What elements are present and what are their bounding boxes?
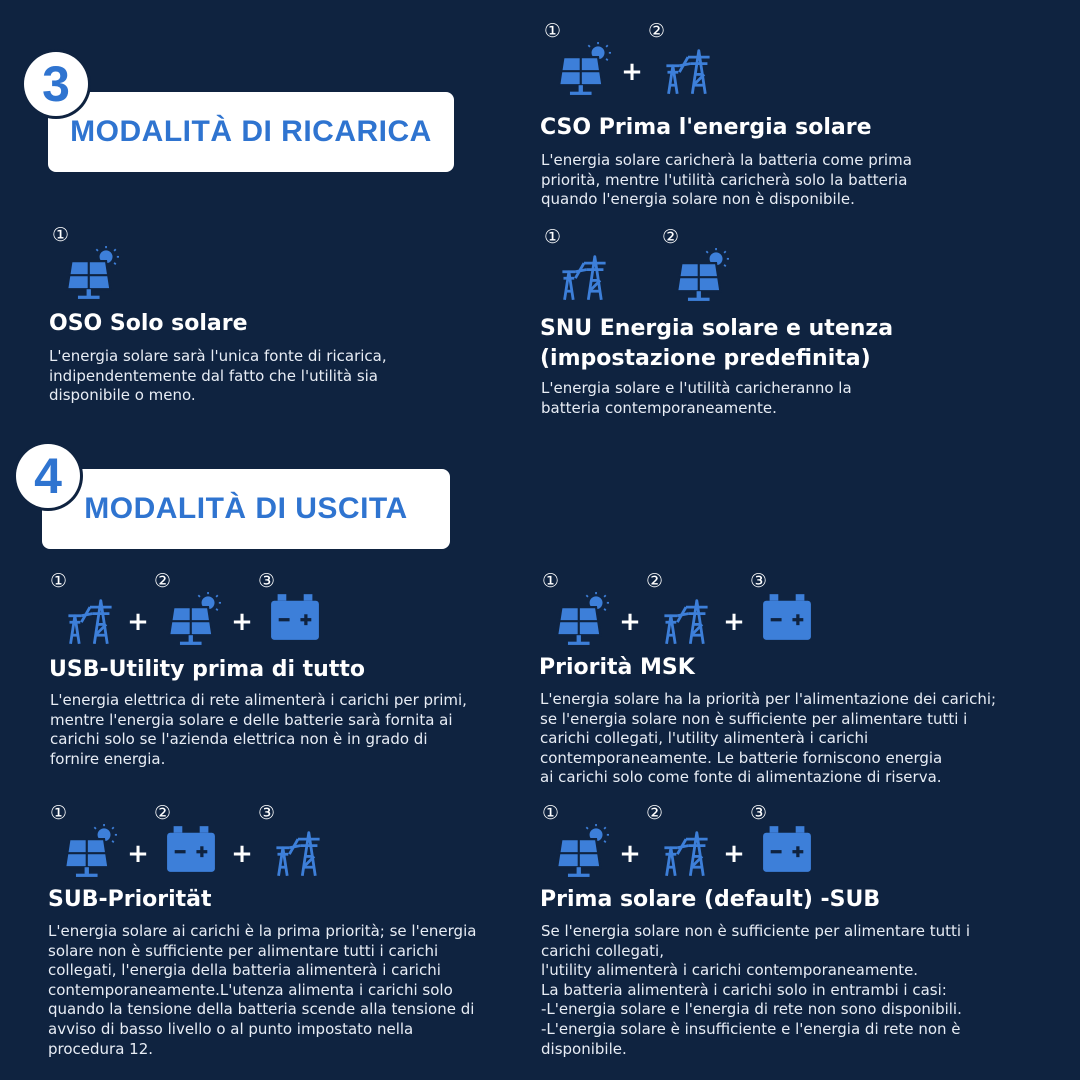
plus-sign: + bbox=[621, 57, 643, 87]
msk-icon-row bbox=[542, 570, 818, 650]
plus-sign: + bbox=[723, 607, 745, 637]
solar-panel-icon bbox=[164, 592, 224, 646]
usb-icon-1 bbox=[50, 570, 118, 650]
step-badge: ① bbox=[542, 570, 560, 592]
step-badge: ② bbox=[648, 20, 666, 42]
step-badge: ② bbox=[646, 802, 664, 824]
step-badge: ③ bbox=[258, 570, 276, 592]
power-tower-icon bbox=[554, 248, 614, 302]
power-tower-icon bbox=[268, 824, 328, 878]
plus-sign: + bbox=[231, 839, 253, 869]
msk-icon-3 bbox=[750, 570, 818, 650]
cso-icon-1 bbox=[544, 20, 612, 100]
oso-icon-1 bbox=[52, 224, 120, 304]
plus-sign: + bbox=[619, 839, 641, 869]
sub-icon-row bbox=[50, 802, 326, 882]
mode-title-cso: CSO Prima l'energia solare bbox=[540, 115, 872, 140]
step-badge: ① bbox=[542, 802, 560, 824]
step-badge: ① bbox=[50, 802, 68, 824]
msk-icon-2 bbox=[646, 570, 714, 650]
oso-icon-row bbox=[52, 224, 120, 304]
power-tower-icon bbox=[656, 824, 716, 878]
sub-default-icon-2 bbox=[646, 802, 714, 882]
sub-default-icon-row bbox=[542, 802, 818, 882]
step-badge: ③ bbox=[750, 570, 768, 592]
step-badge: ① bbox=[544, 226, 562, 248]
mode-title-usb: USB-Utility prima di tutto bbox=[49, 657, 365, 682]
mode-desc-msk: L'energia solare ha la priorità per l'alimentazione dei carichi; se l'energia solare non è sufficiente per alimentare tutti i carichi collegati, l'utility alimenterà i carichi contemporaneamente. Le batterie forniscono energia ai carichi solo come fonte di alimentazione di riserva. bbox=[540, 690, 997, 787]
sub-default-icon-1 bbox=[542, 802, 610, 882]
snu-icon-row bbox=[544, 226, 730, 306]
usb-icon-row bbox=[50, 570, 326, 650]
step-badge: ② bbox=[154, 802, 172, 824]
battery-icon bbox=[760, 592, 814, 642]
solar-panel-icon bbox=[552, 592, 612, 646]
mode-title-sub-default: Prima solare (default) -SUB bbox=[540, 887, 881, 912]
plus-sign: + bbox=[231, 607, 253, 637]
solar-panel-icon bbox=[554, 42, 614, 96]
step-badge: ① bbox=[50, 570, 68, 592]
mode-title-oso: OSO Solo solare bbox=[49, 311, 248, 336]
usb-icon-3 bbox=[258, 570, 326, 650]
solar-panel-icon bbox=[672, 248, 732, 302]
mode-desc-usb: L'energia elettrica di rete alimenterà i carichi per primi, mentre l'energia solare e delle batterie sarà fornita ai carichi solo se l'azienda elettrica non è in grado di fornire energia. bbox=[50, 691, 467, 768]
solar-panel-icon bbox=[60, 824, 120, 878]
step-badge: ② bbox=[646, 570, 664, 592]
power-tower-icon bbox=[60, 592, 120, 646]
battery-icon bbox=[164, 824, 218, 874]
step-badge: ② bbox=[154, 570, 172, 592]
mode-desc-cso: L'energia solare caricherà la batteria come prima priorità, mentre l'utilità caricherà solo la batteria quando l'energia solare non è disponibile. bbox=[541, 151, 912, 209]
battery-icon bbox=[760, 824, 814, 874]
solar-panel-icon bbox=[552, 824, 612, 878]
usb-icon-2 bbox=[154, 570, 222, 650]
mode-desc-sub: L'energia solare ai carichi è la prima priorità; se l'energia solare non è sufficiente per alimentare tutti i carichi collegati, l'energia della batteria alimenterà i carichi contemporaneamente.L'utenza alimenta i carichi solo quando la tensione della batteria scende alla tensione di avviso di basso livello o al punto impostato nella procedura 12. bbox=[48, 922, 477, 1058]
mode-desc-sub-default: Se l'energia solare non è sufficiente per alimentare tutti i carichi collegati, l'utility alimenterà i carichi contemporaneamente. La batteria alimenterà i carichi solo in entrambi i casi: -L'energia solare e l'energia di rete non sono disponibili. -L'energia solare è insufficiente e l'energia di rete non è disponibile. bbox=[541, 922, 971, 1058]
step-badge: ③ bbox=[750, 802, 768, 824]
sub-icon-2 bbox=[154, 802, 222, 882]
mode-desc-snu: L'energia solare e l'utilità caricheranno la batteria contemporaneamente. bbox=[541, 379, 852, 417]
step-badge: ③ bbox=[258, 802, 276, 824]
mode-desc-oso: L'energia solare sarà l'unica fonte di ricarica, indipendentemente dal fatto che l'utilità sia disponibile o meno. bbox=[49, 347, 387, 405]
sub-icon-1 bbox=[50, 802, 118, 882]
plus-sign: + bbox=[619, 607, 641, 637]
cso-icon-row bbox=[544, 20, 716, 100]
step-badge: ① bbox=[52, 224, 70, 246]
step-badge: ② bbox=[662, 226, 680, 248]
sub-default-icon-3 bbox=[750, 802, 818, 882]
plus-sign: + bbox=[723, 839, 745, 869]
msk-icon-1 bbox=[542, 570, 610, 650]
step-badge: ① bbox=[544, 20, 562, 42]
snu-icon-2 bbox=[662, 226, 730, 306]
section-number: 3 bbox=[24, 52, 88, 116]
section-number: 4 bbox=[16, 444, 80, 508]
section-title: MODALITÀ DI USCITA bbox=[42, 469, 450, 549]
section-title: MODALITÀ DI RICARICA bbox=[48, 92, 454, 172]
sub-icon-3 bbox=[258, 802, 326, 882]
battery-icon bbox=[268, 592, 322, 642]
mode-title-snu: SNU Energia solare e utenza (impostazione predefinita) bbox=[540, 316, 894, 371]
plus-sign: + bbox=[127, 607, 149, 637]
mode-title-msk: Priorità MSK bbox=[539, 655, 695, 680]
cso-icon-2 bbox=[648, 20, 716, 100]
power-tower-icon bbox=[658, 42, 718, 96]
power-tower-icon bbox=[656, 592, 716, 646]
mode-title-sub: SUB-Prioritӓt bbox=[48, 887, 212, 912]
snu-icon-1 bbox=[544, 226, 612, 306]
solar-panel-icon bbox=[62, 246, 122, 300]
plus-sign: + bbox=[127, 839, 149, 869]
